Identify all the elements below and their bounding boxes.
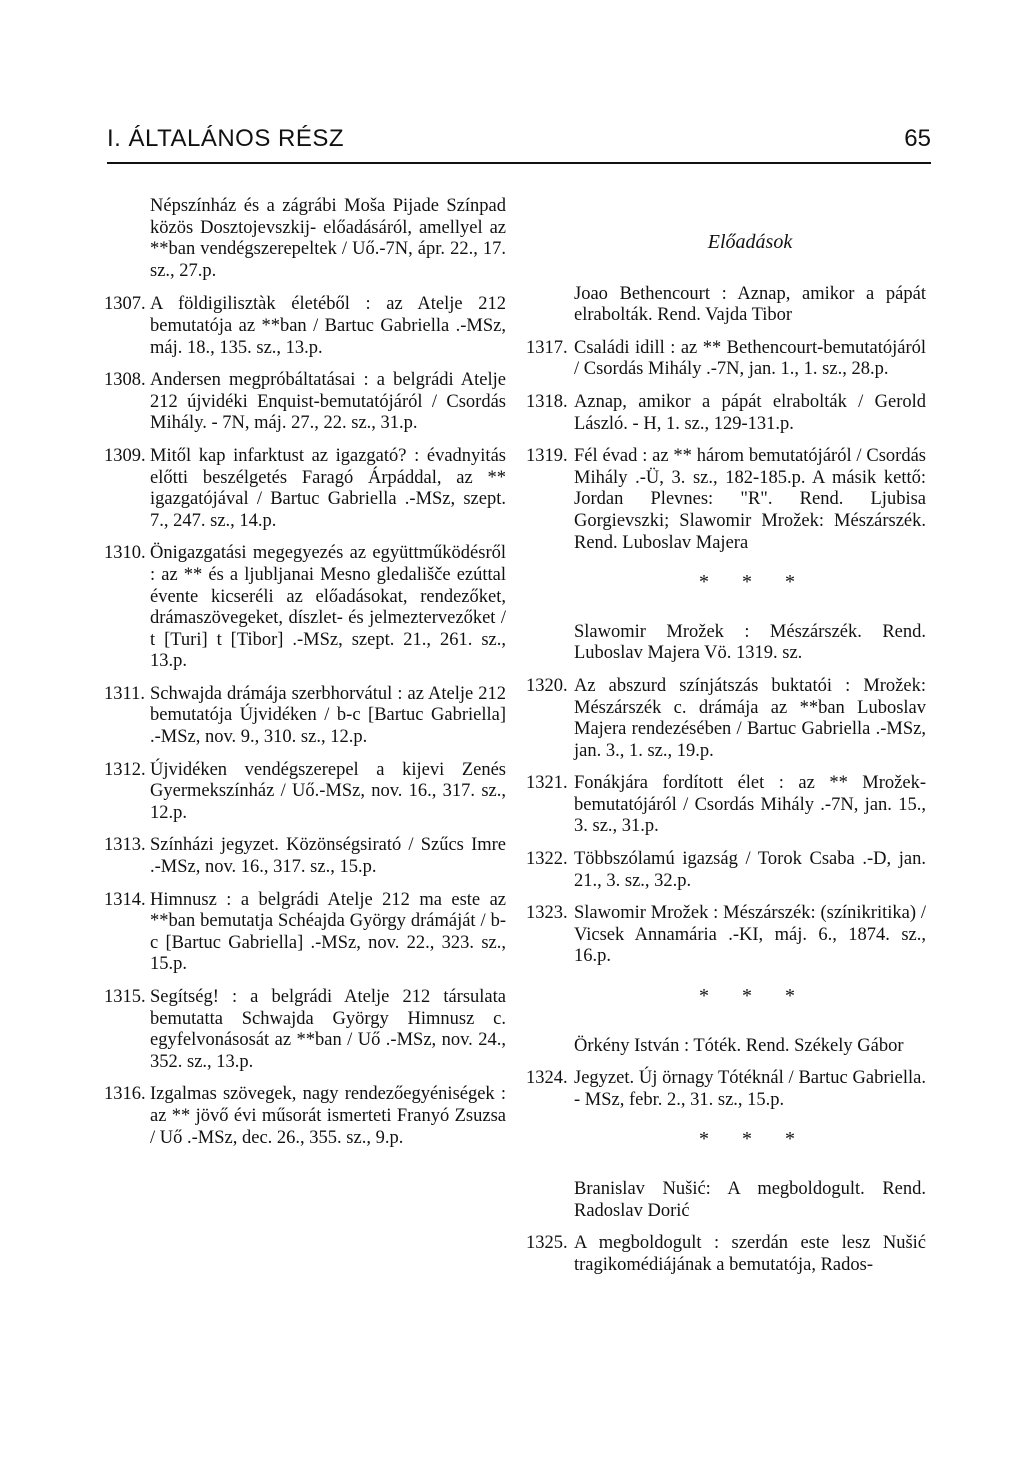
- left-entry-list: [104, 294, 506, 1149]
- entry-number: 1322.: [526, 849, 568, 870]
- bibliography-entry: [526, 338, 926, 381]
- entry-text: Mitől kap infarktust az igazgató? : évadnyitás előtti beszélgetés Faragó Árpáddal, az ** igazgatójával / Bartuc Gabriella .-MSz, szept. 7., 247. sz., 14.p.: [150, 445, 506, 531]
- bibliography-entry: [526, 676, 926, 762]
- header-rule: [107, 162, 931, 164]
- entry-text: Aznap, amikor a pápát elrabolták / Gerold László. - H, 1. sz., 129-131.p.: [574, 391, 926, 434]
- entry-number: 1323.: [526, 903, 568, 924]
- entry-text: A megboldogult : szerdán este lesz Nušić tragikomédiájának a bemutatója, Rados-: [574, 1233, 926, 1275]
- bibliography-entry: [104, 1084, 506, 1149]
- entry-number: 1309.: [104, 445, 146, 466]
- production-info: Branislav Nušić: A megboldogult. Rend. Radoslav Dorić: [574, 1179, 926, 1221]
- section-separator-stars: * * *: [699, 1128, 809, 1151]
- entry-number: 1315.: [104, 987, 146, 1007]
- entry-text: Fonákjára fordított élet : az ** Mrožek-bemutatójáról / Csordás Mihály .-7N, jan. 15., 3. sz., 31.p.: [574, 773, 926, 837]
- page-header: [107, 125, 931, 159]
- page-number: 65: [904, 125, 931, 152]
- bibliography-entry: [526, 849, 926, 892]
- entry-number: 1314.: [104, 889, 146, 910]
- entry-number: 1312.: [104, 759, 146, 780]
- section-title: I. ÁLTALÁNOS RÉSZ: [107, 125, 345, 152]
- entry-text: Többszólamú igazság / Torok Csaba .-D, jan. 21., 3. sz., 32.p.: [574, 849, 926, 891]
- bibliography-entry: [104, 543, 506, 673]
- left-column: [104, 196, 506, 1160]
- production-info: Örkény István : Tóték. Rend. Székely Gábor: [574, 1035, 904, 1056]
- section-heading-eloadasok: Előadások: [707, 231, 793, 253]
- entry-text: Himnusz : a belgrádi Atelje 212 ma este az **ban bemutatja Schéajda György drámáját / b-c [Bartuc Gabriella] .-MSz, nov. 22., 323. sz., 15.p.: [150, 889, 506, 975]
- entry-text: Az abszurd színjátszás buktatói : Mrožek: Mészárszék c. drámája az **ban Luboslav Majera rendezésében / Bartuc Gabriella .-MSz, jan. 3., 1. sz., 19.p.: [574, 675, 926, 761]
- continued-entry-text: Népszínház és a zágrábi Moša Pijade Színpad közös Dosztojevszkij- előadásáról, amellyel az **ban vendégszerepeltek / Uő.-7N, ápr. 22., 17. sz., 27.p.: [150, 196, 506, 281]
- entry-number: 1324.: [526, 1068, 568, 1089]
- entry-number: 1311.: [104, 683, 145, 704]
- bibliography-entry: [526, 903, 926, 968]
- entry-number: 1319.: [526, 446, 568, 467]
- bibliography-entry: [104, 987, 506, 1073]
- entry-text: Andersen megpróbáltatásai : a belgrádi Atelje 212 újvidéki Enquist-bemutatójáról / Csordás Mihály. - 7N, máj. 27., 22. sz., 31.p.: [150, 370, 506, 434]
- bibliography-entry: [526, 1233, 926, 1276]
- entry-number: 1317.: [526, 337, 568, 358]
- entry-text: Schwajda drámája szerbhorvátul : az Atelje 212 bemutatója Újvidéken / b-c [Bartuc Gabriella] .-MSz, nov. 9., 310. sz., 12.p.: [150, 683, 506, 748]
- bibliography-entry: [104, 370, 506, 435]
- bibliography-entry: [526, 773, 926, 838]
- entry-text: Színházi jegyzet. Közönségsirató / Szűcs Imre .-MSz, nov. 16., 317. sz., 15.p.: [150, 835, 506, 878]
- production-info: Slawomir Mrožek : Mészárszék. Rend. Luboslav Majera Vö. 1319. sz.: [574, 621, 926, 664]
- bibliography-entry: [104, 835, 506, 878]
- right-column: [526, 232, 926, 1287]
- entry-text: Segítség! : a belgrádi Atelje 212 társulata bemutatta Schwajda György Himnusz c. egyfelvonásosát az **ban / Uő .-MSz, nov. 24., 352. sz., 13.p.: [150, 987, 506, 1072]
- bibliography-entry: [104, 294, 506, 359]
- bibliography-entry: [104, 759, 506, 825]
- bibliography-entry: [104, 889, 506, 976]
- entry-number: 1320.: [526, 675, 568, 696]
- entry-text: Önigazgatási megegyezés az együttműködésről : az ** és a ljubljanai Mesno gledališče ezúttal évente kicseréli az előadásokat, rendezőket, drámaszövegeket, díszlet- és jelmeztervezőket / t [Turi] t [Tibor] .-MSz, szept. 21., 261. sz., 13.p.: [150, 543, 506, 672]
- right-entry-list: [526, 284, 926, 1277]
- entry-number: 1307.: [104, 294, 146, 315]
- entry-number: 1308.: [104, 370, 146, 391]
- bibliography-entry: [104, 445, 506, 532]
- entry-number: 1321.: [526, 773, 568, 794]
- bibliography-entry: [104, 683, 506, 749]
- entry-text: A földigilisztàk életéből : az Atelje 212 bemutatója az **ban / Bartuc Gabriella .-MSz, máj. 18., 135. sz., 13.p.: [150, 294, 506, 358]
- entry-text: Újvidéken vendégszerepel a kijevi Zenés Gyermekszínház / Uő.-MSz, nov. 16., 317. sz., 12.p.: [150, 759, 506, 823]
- entry-number: 1318.: [526, 391, 568, 412]
- entry-number: 1310.: [104, 543, 146, 564]
- entry-text: Jegyzet. Új örnagy Tótéknál / Bartuc Gabriella. - MSz, febr. 2., 31. sz., 15.p.: [574, 1068, 926, 1110]
- section-separator-stars: * * *: [699, 571, 809, 594]
- bibliography-entry: [526, 446, 926, 554]
- bibliography-entry: [526, 392, 926, 435]
- production-info: Joao Bethencourt : Aznap, amikor a pápát elrabolták. Rend. Vajda Tibor: [574, 283, 926, 326]
- entry-text: Fél évad : az ** három bemutatójáról / Csordás Mihály .-Ü, 3. sz., 182-185.p. A másik kettő: Jordan Plevnes: "R". Rend. Ljubisa Gorgievszki; Slawomir Mrožek: Mészárszék. Rend. Luboslav Majera: [574, 446, 926, 553]
- entry-text: Slawomir Mrožek : Mészárszék: (színikritika) / Vicsek Annamária .-KI, máj. 6., 1874. sz., 16.p.: [574, 903, 926, 967]
- entry-text: Izgalmas szövegek, nagy rendezőegyéniségek : az ** jövő évi műsorát ismerteti Franyó Zsuzsa / Uő .-MSz, dec. 26., 355. sz., 9.p.: [150, 1084, 506, 1148]
- entry-number: 1325.: [526, 1233, 568, 1254]
- section-separator-stars: * * *: [699, 985, 809, 1008]
- entry-text: Családi idill : az ** Bethencourt-bemutatójáról / Csordás Mihály .-7N, jan. 1., 1. sz., 28.p.: [574, 337, 926, 380]
- entry-number: 1313.: [104, 835, 146, 856]
- entry-number: 1316.: [104, 1084, 146, 1105]
- bibliography-entry: [526, 1068, 926, 1111]
